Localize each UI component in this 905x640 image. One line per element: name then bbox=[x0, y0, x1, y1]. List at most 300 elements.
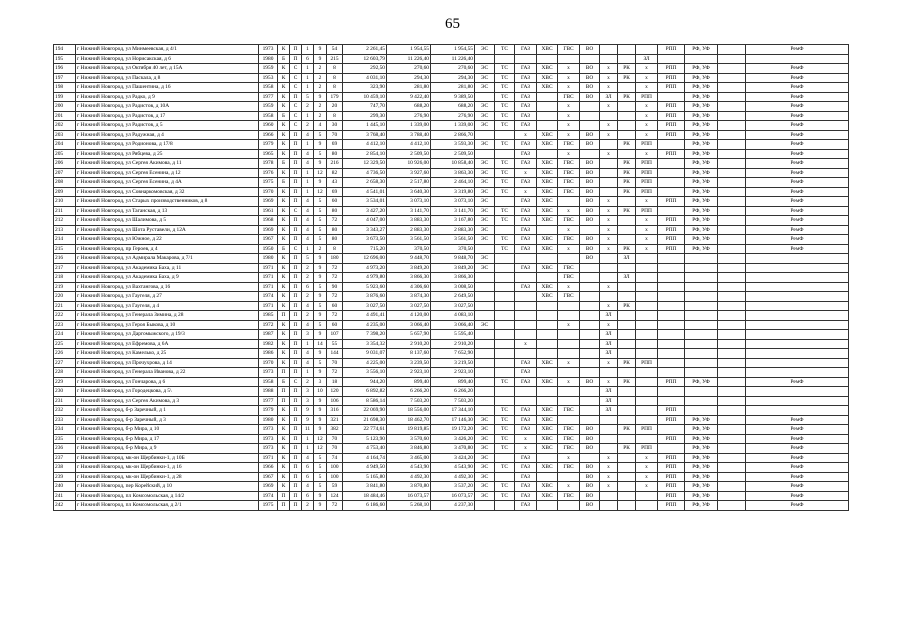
table-cell: РК bbox=[618, 159, 636, 169]
table-cell bbox=[618, 311, 636, 321]
table-cell: К bbox=[278, 130, 290, 140]
table-cell: х bbox=[600, 482, 618, 492]
table-cell bbox=[558, 254, 580, 264]
table-cell: 229 bbox=[54, 377, 76, 387]
table-cell: ГАЗ bbox=[515, 73, 537, 83]
table-cell: 5 595,40 bbox=[431, 330, 475, 340]
table-cell: К bbox=[278, 330, 290, 340]
table-cell bbox=[618, 387, 636, 397]
table-cell: г Нижний Новгород, б-р Заречный, д 1 bbox=[76, 406, 259, 416]
table-cell: К bbox=[278, 358, 290, 368]
table-cell bbox=[580, 301, 600, 311]
table-cell: х bbox=[558, 282, 580, 292]
table-cell: 4 412,10 bbox=[387, 140, 431, 150]
table-cell: РПП bbox=[658, 235, 685, 245]
table-cell: г Нижний Новгород, ул Даргомыжского, д 19/3 bbox=[76, 330, 259, 340]
table-cell: 3 841,80 bbox=[343, 482, 387, 492]
table-cell bbox=[618, 330, 636, 340]
table-cell: 72 bbox=[327, 273, 343, 283]
table-cell: х bbox=[558, 358, 580, 368]
table-cell: ГВС bbox=[558, 273, 580, 283]
table-cell: х bbox=[636, 216, 658, 226]
table-cell: 323,90 bbox=[343, 83, 387, 93]
table-cell bbox=[718, 463, 746, 473]
table-cell: 3 863,30 bbox=[431, 168, 475, 178]
table-cell: 72 bbox=[327, 292, 343, 302]
table-cell bbox=[618, 197, 636, 207]
table-cell: РемФ bbox=[746, 64, 849, 74]
table-cell bbox=[685, 368, 718, 378]
table-cell: ВО bbox=[580, 178, 600, 188]
table-cell bbox=[475, 244, 495, 254]
table-cell: 9 bbox=[314, 501, 327, 511]
table-cell: ХВС bbox=[537, 187, 558, 197]
table-cell bbox=[537, 102, 558, 112]
table-cell bbox=[600, 187, 618, 197]
table-cell: 221 bbox=[54, 301, 76, 311]
table-cell: 22 069,90 bbox=[343, 406, 387, 416]
table-cell: 2 649,50 bbox=[431, 292, 475, 302]
table-cell: РемФ bbox=[746, 453, 849, 463]
table-cell: 16 073,57 bbox=[387, 491, 431, 501]
table-cell: 1968 bbox=[259, 216, 278, 226]
table-cell bbox=[746, 320, 849, 330]
table-cell: 215 bbox=[54, 244, 76, 254]
table-cell bbox=[618, 396, 636, 406]
table-cell: П bbox=[290, 501, 302, 511]
table-cell: 120 bbox=[327, 387, 343, 397]
table-row bbox=[54, 339, 849, 349]
table-cell: РФ, УФ bbox=[685, 83, 718, 93]
table-cell bbox=[658, 320, 685, 330]
table-cell: 70 bbox=[327, 444, 343, 454]
table-cell bbox=[636, 415, 658, 425]
table-cell: К bbox=[278, 472, 290, 482]
table-cell bbox=[718, 197, 746, 207]
table-cell: 1959 bbox=[259, 102, 278, 112]
table-cell: х bbox=[558, 64, 580, 74]
table-cell bbox=[685, 292, 718, 302]
table-cell: 370,50 bbox=[387, 244, 431, 254]
table-cell: 70 bbox=[327, 358, 343, 368]
table-cell bbox=[658, 187, 685, 197]
table-cell: 382 bbox=[327, 425, 343, 435]
table-cell: 9 848,70 bbox=[431, 254, 475, 264]
table-cell: 208 bbox=[54, 178, 76, 188]
table-cell: 203 bbox=[54, 130, 76, 140]
table-cell: П bbox=[290, 425, 302, 435]
table-cell bbox=[537, 54, 558, 64]
table-cell: 1980 bbox=[259, 415, 278, 425]
table-cell: 1979 bbox=[259, 140, 278, 150]
table-cell: х bbox=[558, 482, 580, 492]
table-cell: 3 bbox=[302, 396, 314, 406]
table-cell bbox=[495, 292, 515, 302]
table-cell: 69 bbox=[327, 140, 343, 150]
table-cell: 2 bbox=[302, 311, 314, 321]
table-cell bbox=[580, 263, 600, 273]
table-cell: 223 bbox=[54, 320, 76, 330]
table-cell: 2 bbox=[314, 102, 327, 112]
table-cell: 1966 bbox=[259, 130, 278, 140]
table-cell: х bbox=[600, 377, 618, 387]
table-cell: ВО bbox=[580, 472, 600, 482]
table-cell: х bbox=[636, 463, 658, 473]
table-cell bbox=[618, 130, 636, 140]
table-cell bbox=[475, 349, 495, 359]
table-cell: 1970 bbox=[259, 187, 278, 197]
table-cell: х bbox=[636, 64, 658, 74]
table-cell: ХВС bbox=[537, 244, 558, 254]
table-cell: РемФ bbox=[746, 472, 849, 482]
table-cell bbox=[558, 301, 580, 311]
table-cell: РФ, УФ bbox=[685, 73, 718, 83]
table-cell: 3 866,30 bbox=[387, 273, 431, 283]
table-cell: ХВС bbox=[537, 425, 558, 435]
table-cell: П bbox=[290, 396, 302, 406]
table-cell: 8 586,14 bbox=[343, 396, 387, 406]
table-row bbox=[54, 387, 849, 397]
table-cell bbox=[658, 425, 685, 435]
table-cell bbox=[658, 301, 685, 311]
table-cell: РФ, УФ bbox=[685, 415, 718, 425]
table-cell: 180 bbox=[327, 254, 343, 264]
table-cell: ТС bbox=[495, 244, 515, 254]
table-cell: 1950 bbox=[259, 244, 278, 254]
table-cell: 242 bbox=[54, 501, 76, 511]
table-cell: РФ, УФ bbox=[685, 121, 718, 131]
table-cell: 212 bbox=[54, 216, 76, 226]
table-cell: ГАЗ bbox=[515, 501, 537, 511]
table-cell: С bbox=[290, 111, 302, 121]
table-cell: 276,90 bbox=[387, 111, 431, 121]
table-cell: ГВС bbox=[558, 45, 580, 55]
table-cell: 72 bbox=[327, 311, 343, 321]
table-row bbox=[54, 482, 849, 492]
table-cell bbox=[580, 406, 600, 416]
table-cell: х bbox=[558, 244, 580, 254]
table-cell: 227 bbox=[54, 358, 76, 368]
table-cell: П bbox=[290, 263, 302, 273]
table-cell: ГАЗ bbox=[515, 197, 537, 207]
table-cell: 1970 bbox=[259, 358, 278, 368]
table-cell: ЗЛ bbox=[600, 339, 618, 349]
table-cell bbox=[718, 102, 746, 112]
table-cell: РемФ bbox=[746, 425, 849, 435]
table-cell: 6 892,82 bbox=[343, 387, 387, 397]
table-cell: 10 858,40 bbox=[431, 159, 475, 169]
table-cell: г Нижний Новгород, ул Южное, д 22 bbox=[76, 235, 259, 245]
table-cell: х bbox=[600, 149, 618, 159]
table-cell: ГАЗ bbox=[515, 377, 537, 387]
table-cell: П bbox=[290, 45, 302, 55]
table-cell: 1958 bbox=[259, 377, 278, 387]
table-cell: 2 883,30 bbox=[387, 225, 431, 235]
table-cell: 1 445,10 bbox=[343, 121, 387, 131]
table-cell: г Нижний Новгород, ул Гаугеля, д 27 bbox=[76, 292, 259, 302]
table-cell bbox=[558, 387, 580, 397]
table-cell: 228 bbox=[54, 368, 76, 378]
table-cell: 6 bbox=[302, 463, 314, 473]
table-cell bbox=[718, 415, 746, 425]
table-cell: РемФ bbox=[746, 244, 849, 254]
table-cell: ГАЗ bbox=[515, 235, 537, 245]
table-cell: РФ, УФ bbox=[685, 377, 718, 387]
table-cell: 4 541,01 bbox=[343, 187, 387, 197]
table-cell bbox=[746, 330, 849, 340]
table-cell: 1 bbox=[302, 178, 314, 188]
table-cell bbox=[475, 501, 495, 511]
table-cell bbox=[718, 330, 746, 340]
table-cell: 1974 bbox=[259, 292, 278, 302]
table-cell bbox=[537, 92, 558, 102]
table-cell: РК bbox=[618, 187, 636, 197]
table-cell bbox=[618, 491, 636, 501]
table-cell: РемФ bbox=[746, 178, 849, 188]
table-cell: х bbox=[600, 216, 618, 226]
table-cell: 5 bbox=[302, 92, 314, 102]
table-cell: 1971 bbox=[259, 273, 278, 283]
table-cell bbox=[495, 130, 515, 140]
table-cell: ЗЛ bbox=[618, 273, 636, 283]
table-cell bbox=[618, 263, 636, 273]
table-cell: Б bbox=[278, 159, 290, 169]
table-cell: 72 bbox=[327, 368, 343, 378]
table-cell bbox=[636, 491, 658, 501]
table-cell: 2 bbox=[302, 102, 314, 112]
table-cell bbox=[618, 463, 636, 473]
table-cell bbox=[618, 216, 636, 226]
table-cell: г Нижний Новгород, ул Совнаркомовская, д 32 bbox=[76, 187, 259, 197]
table-cell: 216 bbox=[327, 159, 343, 169]
table-cell: К bbox=[278, 282, 290, 292]
table-cell: 9 bbox=[314, 311, 327, 321]
table-cell bbox=[515, 254, 537, 264]
table-cell: ЭС bbox=[475, 491, 495, 501]
table-cell: ХВС bbox=[537, 130, 558, 140]
table-cell: РемФ bbox=[746, 225, 849, 235]
table-cell: П bbox=[278, 311, 290, 321]
table-cell: 3 874,30 bbox=[387, 292, 431, 302]
table-cell bbox=[580, 330, 600, 340]
table-cell: РПП bbox=[658, 377, 685, 387]
table-cell bbox=[495, 149, 515, 159]
table-cell: ХВС bbox=[537, 73, 558, 83]
table-cell: 225 bbox=[54, 339, 76, 349]
table-cell bbox=[537, 501, 558, 511]
table-cell: 4 979,80 bbox=[343, 273, 387, 283]
table-cell bbox=[475, 311, 495, 321]
table-cell bbox=[685, 349, 718, 359]
table-cell: 21 698,30 bbox=[343, 415, 387, 425]
table-row bbox=[54, 425, 849, 435]
table-cell bbox=[618, 54, 636, 64]
table-row bbox=[54, 292, 849, 302]
table-cell: РемФ bbox=[746, 377, 849, 387]
table-row bbox=[54, 301, 849, 311]
table-cell: П bbox=[290, 168, 302, 178]
table-cell: ЭС bbox=[475, 111, 495, 121]
table-cell: ЭС bbox=[475, 425, 495, 435]
table-cell: П bbox=[278, 501, 290, 511]
table-cell bbox=[600, 140, 618, 150]
table-cell: РПП bbox=[658, 64, 685, 74]
table-cell: ВО bbox=[580, 64, 600, 74]
table-cell bbox=[580, 453, 600, 463]
table-cell: 54 bbox=[327, 45, 343, 55]
table-cell: ТС bbox=[495, 121, 515, 131]
table-cell: х bbox=[636, 197, 658, 207]
table-cell: 1986 bbox=[259, 349, 278, 359]
table-cell: П bbox=[290, 54, 302, 64]
table-cell bbox=[718, 206, 746, 216]
table-cell: РемФ bbox=[746, 168, 849, 178]
table-cell: 1 bbox=[302, 83, 314, 93]
table-cell bbox=[618, 339, 636, 349]
table-cell: П bbox=[290, 406, 302, 416]
table-cell: П bbox=[290, 273, 302, 283]
table-cell: ГАЗ bbox=[515, 83, 537, 93]
table-cell bbox=[515, 273, 537, 283]
table-cell: ГАЗ bbox=[515, 463, 537, 473]
table-cell: РПП bbox=[636, 140, 658, 150]
table-cell: 8 bbox=[327, 244, 343, 254]
table-cell: 3 343,27 bbox=[343, 225, 387, 235]
table-row bbox=[54, 491, 849, 501]
table-cell: 2 509,50 bbox=[431, 149, 475, 159]
table-cell: 10 459,10 bbox=[343, 92, 387, 102]
table-cell: х bbox=[600, 121, 618, 131]
table-cell bbox=[580, 339, 600, 349]
table-cell: 2 883,30 bbox=[431, 225, 475, 235]
table-cell: 4 491,41 bbox=[343, 311, 387, 321]
table-cell: ГАЗ bbox=[515, 111, 537, 121]
table-cell: 2 517,80 bbox=[387, 178, 431, 188]
table-cell: ХВС bbox=[537, 83, 558, 93]
table-cell: К bbox=[278, 83, 290, 93]
table-cell: 2 bbox=[302, 501, 314, 511]
table-cell: х bbox=[636, 225, 658, 235]
table-cell: 3 849,20 bbox=[387, 263, 431, 273]
table-cell: 747,70 bbox=[343, 102, 387, 112]
table-cell bbox=[718, 349, 746, 359]
table-cell: ТС bbox=[495, 406, 515, 416]
table-cell: 74 bbox=[327, 453, 343, 463]
table-cell: ЭС bbox=[475, 263, 495, 273]
table-cell: 1971 bbox=[259, 263, 278, 273]
table-row bbox=[54, 235, 849, 245]
table-cell: 3 534,01 bbox=[343, 197, 387, 207]
table-cell: х bbox=[636, 102, 658, 112]
table-cell: ТС bbox=[495, 235, 515, 245]
table-cell: ГАЗ bbox=[515, 491, 537, 501]
table-cell: 1 bbox=[302, 45, 314, 55]
table-cell bbox=[495, 358, 515, 368]
table-cell: С bbox=[290, 83, 302, 93]
table-cell: ЭС bbox=[475, 216, 495, 226]
table-cell: РФ, УФ bbox=[685, 102, 718, 112]
table-cell: ЭС bbox=[475, 415, 495, 425]
table-cell: П bbox=[290, 434, 302, 444]
table-cell: ЭС bbox=[475, 121, 495, 131]
table-cell: ГВС bbox=[558, 235, 580, 245]
table-cell: х bbox=[515, 444, 537, 454]
table-cell bbox=[618, 149, 636, 159]
table-cell bbox=[636, 45, 658, 55]
table-cell: х bbox=[600, 301, 618, 311]
table-cell: К bbox=[278, 140, 290, 150]
table-cell bbox=[718, 187, 746, 197]
table-cell: К bbox=[278, 301, 290, 311]
table-cell: С bbox=[290, 102, 302, 112]
table-cell: ЭС bbox=[475, 225, 495, 235]
table-cell: 9 031,07 bbox=[343, 349, 387, 359]
table-cell: ГАЗ bbox=[515, 45, 537, 55]
table-cell bbox=[636, 406, 658, 416]
table-cell: П bbox=[290, 254, 302, 264]
table-cell: г Нижний Новгород, ул Радистов, д 5 bbox=[76, 121, 259, 131]
table-cell bbox=[537, 149, 558, 159]
table-cell: РФ, УФ bbox=[685, 463, 718, 473]
table-cell: ТС bbox=[495, 415, 515, 425]
table-cell: 4 031,10 bbox=[343, 73, 387, 83]
table-cell: РемФ bbox=[746, 415, 849, 425]
table-cell bbox=[618, 453, 636, 463]
table-cell: 270,60 bbox=[431, 64, 475, 74]
table-cell: 3 066,40 bbox=[431, 320, 475, 330]
table-cell bbox=[718, 140, 746, 150]
table-cell: г Нижний Новгород, ул Сергея Есенина, д 4А bbox=[76, 178, 259, 188]
table-cell bbox=[537, 387, 558, 397]
table-cell bbox=[537, 349, 558, 359]
table-cell bbox=[495, 453, 515, 463]
table-cell: П bbox=[290, 282, 302, 292]
table-row bbox=[54, 501, 849, 511]
table-cell: 9 bbox=[314, 415, 327, 425]
table-cell: х bbox=[558, 83, 580, 93]
table-cell bbox=[475, 301, 495, 311]
table-cell: РемФ bbox=[746, 45, 849, 55]
table-cell: 688,20 bbox=[387, 102, 431, 112]
table-cell bbox=[600, 501, 618, 511]
table-cell bbox=[475, 339, 495, 349]
table-cell: П bbox=[278, 368, 290, 378]
table-cell: 100 bbox=[327, 463, 343, 473]
table-cell bbox=[495, 330, 515, 340]
table-cell: ТС bbox=[495, 102, 515, 112]
table-cell: 5 bbox=[314, 282, 327, 292]
table-cell: РК bbox=[618, 358, 636, 368]
table-cell: К bbox=[278, 64, 290, 74]
table-cell: х bbox=[636, 453, 658, 463]
table-cell: г Нижний Новгород, ул Гончарова, д 6 bbox=[76, 377, 259, 387]
table-cell bbox=[718, 45, 746, 55]
table-cell: 2 bbox=[314, 244, 327, 254]
table-cell bbox=[718, 149, 746, 159]
table-cell bbox=[746, 292, 849, 302]
table-cell bbox=[475, 92, 495, 102]
table-cell: 43 bbox=[327, 178, 343, 188]
table-cell: ГВС bbox=[558, 463, 580, 473]
table-cell: 2 bbox=[314, 64, 327, 74]
table-cell: 210 bbox=[54, 197, 76, 207]
table-cell: х bbox=[558, 377, 580, 387]
table-cell bbox=[718, 406, 746, 416]
table-cell: 3 bbox=[302, 330, 314, 340]
table-cell: 19 172,20 bbox=[431, 425, 475, 435]
table-cell: 1978 bbox=[259, 159, 278, 169]
table-cell: 3 239,50 bbox=[387, 358, 431, 368]
